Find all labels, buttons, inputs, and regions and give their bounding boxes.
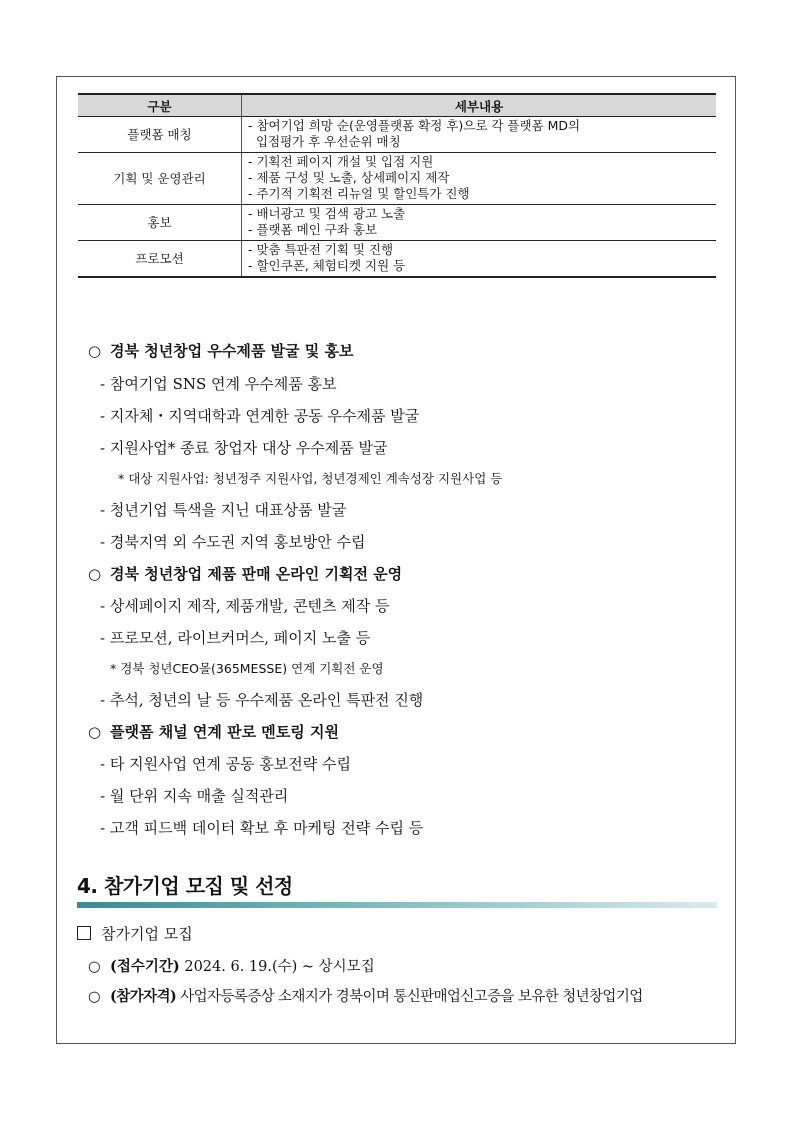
detail-line: - 기획전 페이지 개설 및 입점 지원	[248, 154, 434, 169]
table-cell-category: 프로모션	[78, 241, 242, 278]
footnote: * 대상 지원사업: 청년정주 지원사업, 청년경제인 계속성장 지원사업 등	[118, 471, 503, 486]
section-heading	[88, 721, 339, 742]
list-item: - 타 지원사업 연계 공동 홍보전략 수립	[100, 755, 352, 773]
info-item	[88, 985, 643, 1006]
detail-table	[78, 93, 716, 278]
table-header-category: 구분	[78, 94, 242, 117]
list-item: - 상세페이지 제작, 제품개발, 콘텐츠 제작 등	[100, 597, 390, 615]
detail-line: - 참여기업 희망 순(운영플랫폼 확정 후)으로 각 플랫폼 MD의	[248, 118, 581, 133]
table-header-details: 세부내용	[242, 94, 717, 117]
detail-line: 입점평가 후 우선순위 매칭	[248, 134, 401, 149]
table-header-row	[78, 94, 716, 117]
table-cell-details	[242, 241, 717, 278]
info-item	[88, 955, 375, 976]
section-heading	[88, 340, 353, 361]
table-row	[78, 153, 716, 205]
detail-line: - 할인쿠폰, 체험티켓 지원 등	[248, 258, 406, 273]
circle-bullet-icon: ○	[88, 959, 101, 975]
circle-bullet-icon: ○	[88, 723, 102, 741]
list-item: - 지자체・지역대학과 연계한 공동 우수제품 발굴	[100, 407, 420, 425]
circle-bullet-icon: ○	[88, 342, 102, 360]
circle-bullet-icon: ○	[88, 565, 102, 583]
list-item: - 지원사업* 종료 창업자 대상 우수제품 발굴	[100, 439, 388, 457]
list-item: - 월 단위 지속 매출 실적관리	[100, 787, 289, 805]
table-cell-details	[242, 153, 717, 205]
table-row	[78, 117, 716, 153]
circle-bullet-icon: ○	[88, 989, 101, 1005]
table-cell-category: 홍보	[78, 205, 242, 241]
detail-line: - 배너광고 및 검색 광고 노출	[248, 206, 406, 221]
table-cell-category: 기획 및 운영관리	[78, 153, 242, 205]
list-item: - 추석, 청년의 날 등 우수제품 온라인 특판전 진행	[100, 691, 424, 709]
list-item: - 청년기업 특색을 지닌 대표상품 발굴	[100, 501, 347, 519]
section-4-title: 4. 참가기업 모집 및 선정	[77, 874, 293, 898]
table-cell-category: 플랫폼 매칭	[78, 117, 242, 153]
sub-heading	[77, 923, 193, 944]
info-label: (참가자격)	[110, 988, 177, 1005]
section-title: 경북 청년창업 우수제품 발굴 및 홍보	[110, 342, 354, 360]
info-text: 사업자등록증상 소재지가 경북이며 통신판매업신고증을 보유한 청년창업기업	[176, 989, 643, 1005]
section-title: 플랫폼 채널 연계 판로 멘토링 지원	[110, 723, 339, 741]
detail-line: - 맞춤 특판전 기획 및 진행	[248, 242, 394, 257]
list-item: - 경북지역 외 수도권 지역 홍보방안 수립	[100, 533, 366, 551]
section-divider-bar	[77, 902, 717, 908]
info-label: (접수기간)	[110, 958, 180, 975]
detail-line: - 플랫폼 메인 구좌 홍보	[248, 222, 378, 237]
info-text: 2024. 6. 19.(수) ~ 상시모집	[179, 959, 375, 975]
square-bullet-icon	[77, 926, 91, 940]
table-row	[78, 205, 716, 241]
detail-line: - 제품 구성 및 노출, 상세페이지 제작	[248, 170, 450, 185]
table-cell-details	[242, 205, 717, 241]
table-cell-details	[242, 117, 717, 153]
section-heading	[88, 563, 402, 584]
sub-heading-text: 참가기업 모집	[101, 925, 193, 943]
detail-line: - 주기적 기획전 리뉴얼 및 할인특가 진행	[248, 186, 470, 201]
section-title: 경북 청년창업 제품 판매 온라인 기획전 운영	[110, 565, 403, 583]
footnote: * 경북 청년CEO몰(365MESSE) 연계 기획전 운영	[110, 661, 384, 676]
list-item: - 고객 피드백 데이터 확보 후 마케팅 전략 수립 등	[100, 819, 424, 837]
list-item: - 참여기업 SNS 연계 우수제품 홍보	[100, 375, 337, 393]
table-row	[78, 241, 716, 278]
list-item: - 프로모션, 라이브커머스, 페이지 노출 등	[100, 629, 371, 647]
